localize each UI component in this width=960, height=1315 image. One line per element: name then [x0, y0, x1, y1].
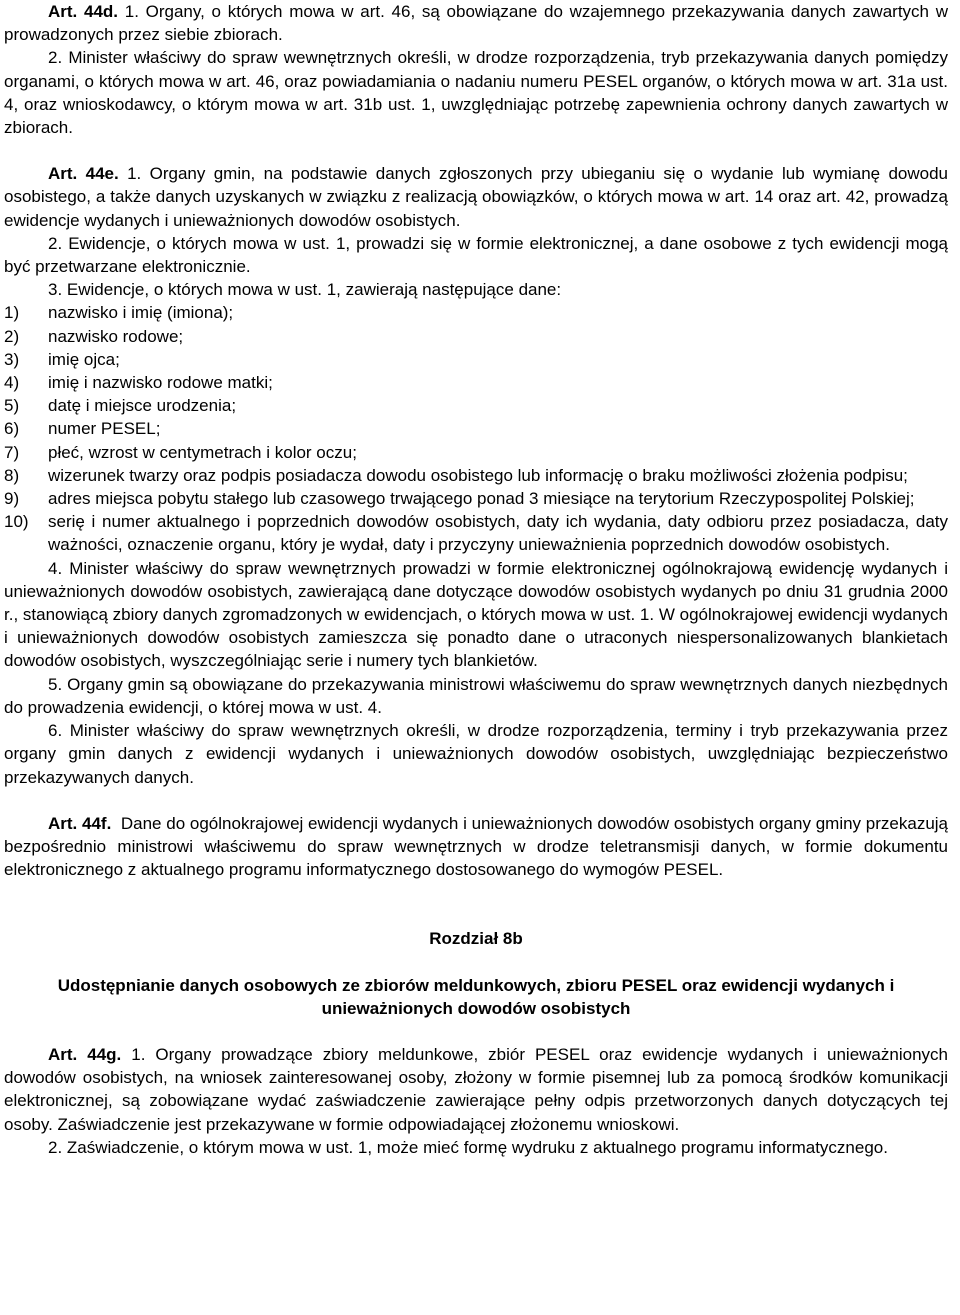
chapter-title: Udostępnianie danych osobowych ze zbiorów meldunkowych, zbioru PESEL oraz ewidencji wydanych i unieważnionych dowodów osobistych [57, 975, 895, 1018]
list-item-text: numer PESEL; [48, 419, 161, 439]
list-item-text: imię ojca; [48, 349, 120, 369]
art44d-para1-text: 1. Organy, o których mowa w art. 46, są obowiązane do wzajemnego przekazywania danych zawartych w prowadzonych przez siebie zbiorach. [4, 2, 948, 45]
list-item-text: adres miejsca pobytu stałego lub czasowego trwającego ponad 3 miesiące na terytorium Rzeczypospolitej Polskiej; [48, 489, 915, 509]
list-item-text: płeć, wzrost w centymetrach i kolor oczu; [48, 442, 357, 462]
art44e-heading: Art. 44e. [48, 164, 119, 184]
art44e-para2: 2. Ewidencje, o których mowa w ust. 1, prowadzi się w formie elektronicznej, a dane osobowe z tych ewidencji mogą być przetwarzane elektronicznie. [4, 233, 948, 277]
art44g-heading: Art. 44g. [48, 1044, 122, 1064]
art44e-para6: 6. Minister właściwy do spraw wewnętrznych określi, w drodze rozporządzenia, terminy i tryb przekazywania przez organy gmin danych z ewidencji wydanych i unieważnionych dowodów osobistych, uwzględniając bezpieczeństwo przekazywanych danych. [4, 721, 948, 787]
art44f-heading: Art. 44f. [48, 813, 112, 833]
art44e-data-list [4, 301, 948, 556]
art44g-para1-text: 1. Organy prowadzące zbiory meldunkowe, zbiór PESEL oraz ewidencje wydanych i unieważnionych dowodów osobistych, na wniosek zainteresowanej osoby, złożony w formie pisemnej lub za pomocą środków komunikacji elektronicznej, są zobowiązane wydać zaświadczenie zawierające pełny odpis przetworzonych danych dotyczących tej osoby. Zaświadczenie jest przekazywane w formie odpowiadającej złożonemu wnioskowi. [4, 1044, 948, 1134]
list-item-text: imię i nazwisko rodowe matki; [48, 373, 273, 393]
list-item-number: 2) [4, 326, 20, 346]
art44e-para5: 5. Organy gmin są obowiązane do przekazywania ministrowi właściwemu do spraw wewnętrznych danych niezbędnych do prowadzenia ewidencji, o której mowa w ust. 4. [4, 674, 948, 717]
list-item [4, 510, 948, 556]
list-item [4, 464, 948, 487]
chapter-number: Rozdział 8b [429, 929, 523, 949]
art44e-para1 [4, 162, 948, 232]
art44d-para1 [4, 0, 948, 46]
list-item-number: 1) [4, 303, 20, 323]
list-item-text: nazwisko rodowe; [48, 326, 184, 346]
art44d-heading: Art. 44d. [48, 2, 119, 21]
list-item-number: 9) [4, 489, 20, 509]
list-item-number: 3) [4, 349, 20, 369]
list-item [4, 301, 948, 324]
art44e-para3: 3. Ewidencje, o których mowa w ust. 1, zawierają następujące dane: [48, 280, 562, 300]
art44d-para2: 2. Minister właściwy do spraw wewnętrznych określi, w drodze rozporządzenia, tryb przekazywania danych pomiędzy organami, o których mowa w art. 46, oraz powiadamiania o nadaniu numeru PESEL organów, o których mowa w art. 31a ust. 4, oraz wnioskodawcy, o którym mowa w art. 31b ust. 1, uwzględniając potrzebę zapewnienia ochrony danych zawartych w zbiorach. [4, 48, 948, 138]
art44e-para1-text: 1. Organy gmin, na podstawie danych zgłoszonych przy ubieganiu się o wydanie lub wymianę dowodu osobistego, a także danych uzyskanych w związku z realizacją obowiązków, o których mowa w art. 14 oraz art. 42, prowadzą ewidencje wydanych i unieważnionych dowodów osobistych. [4, 164, 948, 230]
list-item-text: serię i numer aktualnego i poprzednich dowodów osobistych, daty ich wydania, daty odbioru przez posiadacza, daty ważności, oznaczenie organu, który je wydał, daty i przyczyny unieważnienia poprzednich dowodów osobistych. [48, 512, 948, 555]
list-item [4, 441, 948, 464]
list-item [4, 487, 948, 510]
art44e-para4: 4. Minister właściwy do spraw wewnętrznych prowadzi w formie elektronicznej ogólnokrajową ewidencję wydanych i unieważnionych dowodów osobistych, zawierającą dane dotyczące dowodów osobistych wydanych po dniu 31 grudnia 2000 r., stanowiącą zbiory danych zgromadzonych w ewidencjach, o których mowa w ust. 1. W ogólnokrajowej ewidencji wydanych i unieważnionych dowodów osobistych zamieszcza się ponadto dane o utraconych niespersonalizowanych blankietach dowodów osobistych, wyszczególniając serie i numery tych blankietów. [4, 558, 948, 671]
list-item-text: nazwisko i imię (imiona); [48, 303, 234, 323]
art44g-para2: 2. Zaświadczenie, o którym mowa w ust. 1, może mieć formę wydruku z aktualnego programu informatycznego. [48, 1137, 888, 1157]
list-item-text: datę i miejsce urodzenia; [48, 396, 237, 416]
list-item-number: 7) [4, 442, 20, 462]
list-item [4, 348, 948, 371]
list-item [4, 417, 948, 440]
list-item-number: 5) [4, 396, 20, 416]
art44g-para1 [4, 1043, 948, 1136]
list-item [4, 394, 948, 417]
list-item-text: wizerunek twarzy oraz podpis posiadacza dowodu osobistego lub informację o braku możliwości złożenia podpisu; [48, 465, 908, 485]
list-item-number: 8) [4, 465, 20, 485]
art44f-text: Dane do ogólnokrajowej ewidencji wydanych i unieważnionych dowodów osobistych organy gminy przekazują bezpośrednio ministrowi właściwemu do spraw wewnętrznych w drodze teletransmisji danych, w formie dokumentu elektronicznego z aktualnego programu informatycznego dostosowanego do wymogów PESEL. [4, 813, 949, 880]
list-item [4, 371, 948, 394]
list-item-number: 6) [4, 419, 20, 439]
list-item-number: 4) [4, 373, 20, 393]
list-item [4, 325, 948, 348]
art44f-para [4, 812, 948, 882]
list-item-number: 10) [4, 512, 29, 532]
